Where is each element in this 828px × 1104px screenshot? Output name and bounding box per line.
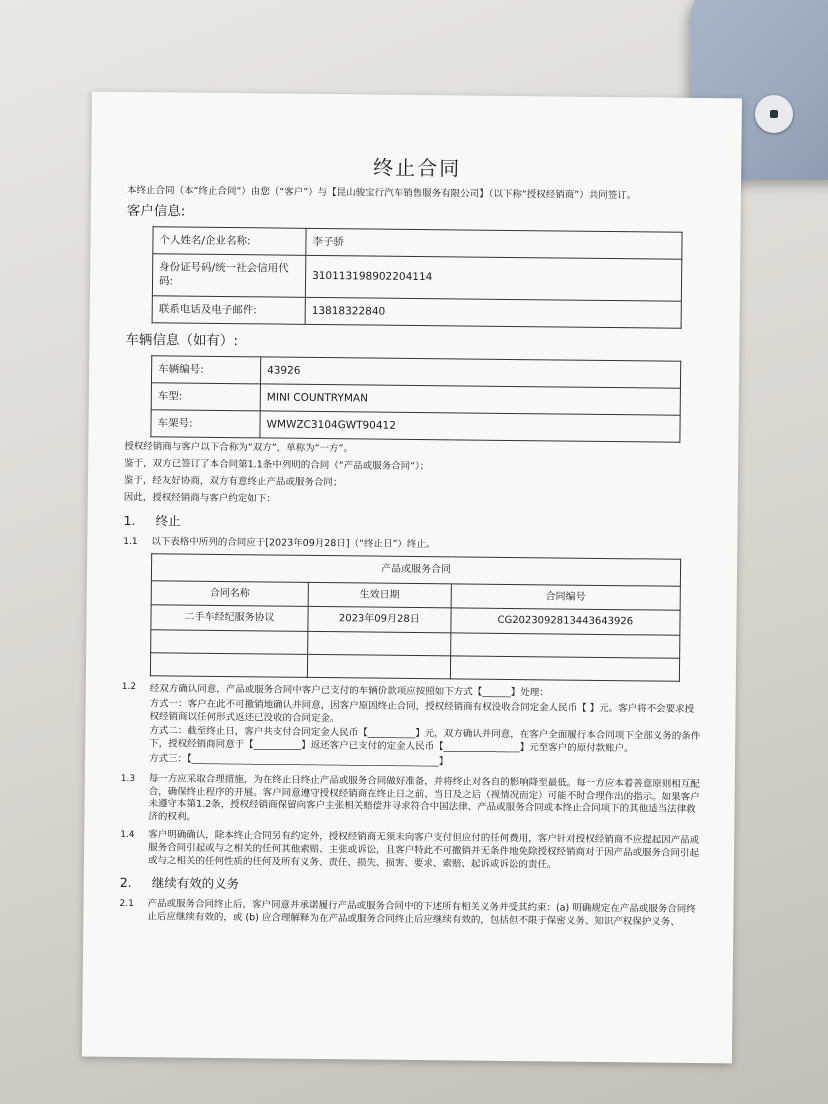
- customer-info-table: [152, 226, 683, 328]
- section-number: 2.: [119, 875, 132, 891]
- contract-content: [119, 152, 707, 935]
- clause-1-4: [120, 829, 700, 874]
- section-2-heading: [120, 875, 700, 898]
- therefore-paragraph: 因此，授权经销商与客户约定如下：: [123, 491, 276, 505]
- customer-section-title: 客户信息:: [126, 202, 186, 220]
- empty-cell: [150, 653, 307, 678]
- vin-value: WMWZC3104GWT90412: [260, 411, 680, 443]
- vehicle-model-label: 车型:: [151, 383, 260, 411]
- clause-number: 1.1: [123, 536, 138, 547]
- clause-1-1: [123, 536, 703, 555]
- clause-2-1: [119, 898, 699, 930]
- clause-number: 1.2: [121, 681, 137, 692]
- table-row: [151, 410, 680, 443]
- way-two: 方式二：截至终止日，客户共支付合同定金人民币【__________】元，双方确认并同意，在客户全面履行本合同项下全部义务的条件下，授权经销商同意于【__________】返还客户已支付的定金人民币【________________】元至客户的原付款账户。: [149, 725, 701, 755]
- vehicle-number-value: 43926: [260, 357, 680, 389]
- product-contract-table: [150, 554, 681, 682]
- parties-paragraph: 授权经销商与客户以下合称为“双方”，单称为“一方”。: [124, 441, 354, 455]
- document-title: 终止合同: [373, 155, 462, 181]
- table-row: [152, 295, 681, 328]
- shirt-button: [755, 95, 793, 133]
- table-caption: 产品或服务合同: [151, 554, 680, 586]
- column-header-number: 合同编号: [451, 584, 681, 611]
- empty-cell: [450, 656, 680, 681]
- table-row: [150, 653, 679, 682]
- vehicle-section-title: 车辆信息（如有）:: [125, 331, 239, 349]
- customer-id-value: 310113198902204114: [305, 256, 681, 301]
- way-one: 方式一：客户在此不可撤销地确认并同意，因客户原因终止合同，授权经销商有权没收合同定金人民币【 】元。客户将不会要求授权经销商以任何形式返还已没收的合同定金。: [149, 697, 695, 724]
- section-number: 1.: [123, 512, 136, 528]
- whereas-paragraph-2: 鉴于，经友好协商，双方有意终止产品或服务合同；: [123, 475, 343, 489]
- clause-number: 1.4: [120, 829, 135, 841]
- empty-cell: [450, 633, 680, 658]
- column-header-name: 合同名称: [151, 581, 308, 607]
- clause-text: 每一方应采取合理措施，为在终止日终止产品或服务合同做好准备，并将终止对各自的影响降至最低。每一方应本着善意原则相互配合，确保终止程序的开展。客户同意遵守授权经销商在终止日之前、当日及之后（视情况而定）可能不时合理作出的指示。如果客户未遵守本第1.2条，授权经销商保留向客户主张相关赔偿并寻求符合中国法律、产品或服务合同或本终止合同项下的其他适当法律救济的权利。: [148, 772, 700, 823]
- column-header-date: 生效日期: [308, 582, 451, 608]
- contract-paper: [82, 92, 742, 1064]
- intro-paragraph: 本终止合同（本“终止合同”）由您（“客户”）与【昆山骏宝行汽车销售服务有限公司】（以下称“授权经销商”）共同签订。: [126, 184, 637, 202]
- empty-cell: [151, 630, 308, 655]
- customer-contact-label: 联系电话及电子邮件:: [152, 295, 305, 324]
- clause-lead: 经双方确认同意，产品或服务合同中客户已支付的车辆价款项应按照如下方式【______】处理：: [149, 683, 549, 699]
- vin-label: 车架号:: [151, 410, 260, 438]
- vehicle-number-label: 车辆编号:: [151, 356, 260, 384]
- clause-text: 产品或服务合同终止后，客户同意并承诺履行产品或服务合同中的下述所有相关义务并受其约束：(a) 明确规定在产品或服务合同终止后应继续有效的，或 (b) 应合理解释为在产品或服务合同终止后应继续有效的，包括但不限于保密义务、知识产权保护义务、: [147, 898, 696, 928]
- customer-name-value: 李子骄: [306, 228, 682, 259]
- vehicle-model-value: MINI COUNTRYMAN: [260, 384, 680, 416]
- contract-number-cell: CG2023092813443643926: [450, 608, 680, 635]
- whereas-paragraph-1: 鉴于，双方已签订了本合同第1.1条中列明的合同（“产品或服务合同”）；: [124, 458, 430, 473]
- clause-text: 以下表格中所列的合同应于[2023年09月28日]（“终止日”）终止。: [151, 535, 436, 550]
- section-title: 终止: [155, 512, 181, 529]
- contract-name-cell: 二手车经纪服务协议: [151, 605, 308, 631]
- section-1-heading: [123, 513, 703, 536]
- way-three: 方式三：【____________________________________________________】: [148, 753, 449, 768]
- customer-contact-value: 13818322840: [305, 297, 681, 328]
- table-row: [152, 254, 681, 301]
- empty-cell: [307, 654, 450, 678]
- clause-body: [149, 681, 702, 774]
- section-title: 继续有效的义务: [151, 875, 240, 892]
- clause-1-3: [120, 773, 701, 830]
- customer-name-label: 个人姓名/企业名称:: [153, 227, 306, 256]
- customer-id-label: 身份证号码/统一社会信用代码:: [152, 254, 305, 297]
- effective-date-cell: 2023年09月28日: [308, 607, 451, 633]
- clause-number: 1.3: [120, 773, 136, 784]
- vehicle-info-table: [150, 355, 681, 443]
- clause-text: 客户明确确认，除本终止合同另有约定外，授权经销商无须未向客户支付但应付的任何费用，客户针对授权经销商不应提起因产品或服务合同引起或与之相关的任何其他索赔、主张或诉讼，且客户特此不可撤销并无条件地免除授权经销商对于因产品或服务合同引起或与之相关的任何性质的任何及所有义务、责任、损失、损害、要求、索赔、起诉或诉讼的责任。: [147, 829, 700, 871]
- clause-number: 2.1: [119, 899, 134, 910]
- empty-cell: [308, 631, 451, 655]
- clause-1-2: [121, 681, 702, 774]
